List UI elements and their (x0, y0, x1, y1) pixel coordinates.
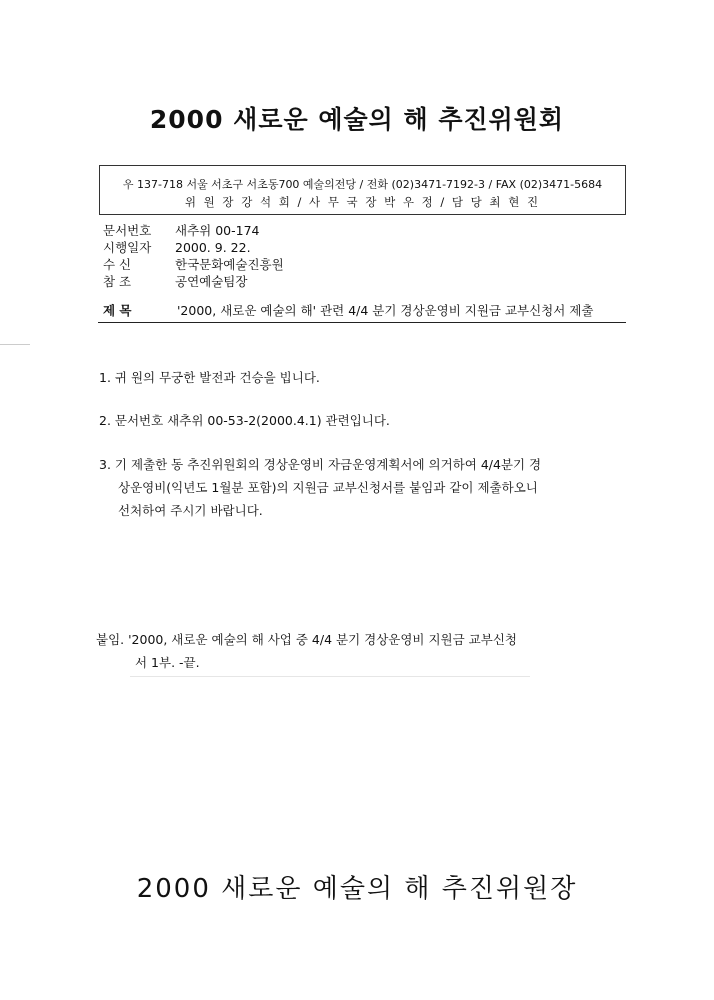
meta-row-reference (103, 273, 284, 290)
meta-label: 수 신 (103, 257, 132, 272)
body-item-3-line-3: 선처하여 주시기 바랍니다. (118, 503, 263, 518)
meta-label: 시행일자 (103, 240, 152, 255)
meta-row-date (103, 239, 284, 256)
sender-signature: 2000 새로운 예술의 해 추진위원장 (136, 874, 578, 904)
body-item-3 (99, 453, 629, 522)
meta-label: 참 조 (103, 274, 132, 289)
subject-value: '2000, 새로운 예술의 해' 관련 4/4 분기 경상운영비 지원금 교부신청서 제출 (177, 303, 594, 318)
body-item-2: 2. 문서번호 새추위 00-53-2(2000.4.1) 관련입니다. (99, 413, 390, 428)
contact-box (99, 165, 626, 215)
subject-label: 제 목 (103, 303, 132, 318)
attachment-note (96, 628, 626, 674)
body-item-3-line-1: 3. 기 제출한 동 추진위원회의 경상운영비 자금운영계획서에 의거하여 4/4분기 경 (99, 457, 542, 472)
body-item-3-line-2: 상운영비(익년도 1월분 포함)의 지원금 교부신청서를 붙임과 같이 제출하오니 (118, 480, 538, 495)
body-item-1: 1. 귀 원의 무궁한 발전과 건승을 빕니다. (99, 370, 320, 385)
meta-row-recipient (103, 256, 284, 273)
attachment-line-2: 서 1부. -끝. (135, 655, 200, 670)
subject-row (98, 302, 626, 323)
meta-value: 한국문화예술진흥원 (175, 257, 284, 272)
meta-label: 문서번호 (103, 223, 152, 238)
meta-value: 공연예술팀장 (175, 274, 248, 289)
scan-speck (130, 676, 530, 677)
scan-speck (0, 344, 30, 345)
attachment-line-1: 붙임. '2000, 새로운 예술의 해 사업 중 4/4 분기 경상운영비 지원금 교부신청 (96, 632, 517, 647)
meta-value: 2000. 9. 22. (175, 240, 251, 255)
meta-row-doc-number (103, 222, 284, 239)
document-meta (103, 222, 284, 290)
meta-value: 새추위 00-174 (175, 223, 260, 238)
document-title: 2000 새로운 예술의 해 추진위원회 (149, 105, 565, 134)
contact-address: 우 137-718 서울 서초구 서초동700 예술의전당 / 전화 (02)3471-7192-3 / FAX (02)3471-5684 (122, 178, 603, 191)
contact-staff: 위 원 장 강 석 희 / 사 무 국 장 박 우 정 / 담 당 최 현 진 (184, 195, 541, 209)
